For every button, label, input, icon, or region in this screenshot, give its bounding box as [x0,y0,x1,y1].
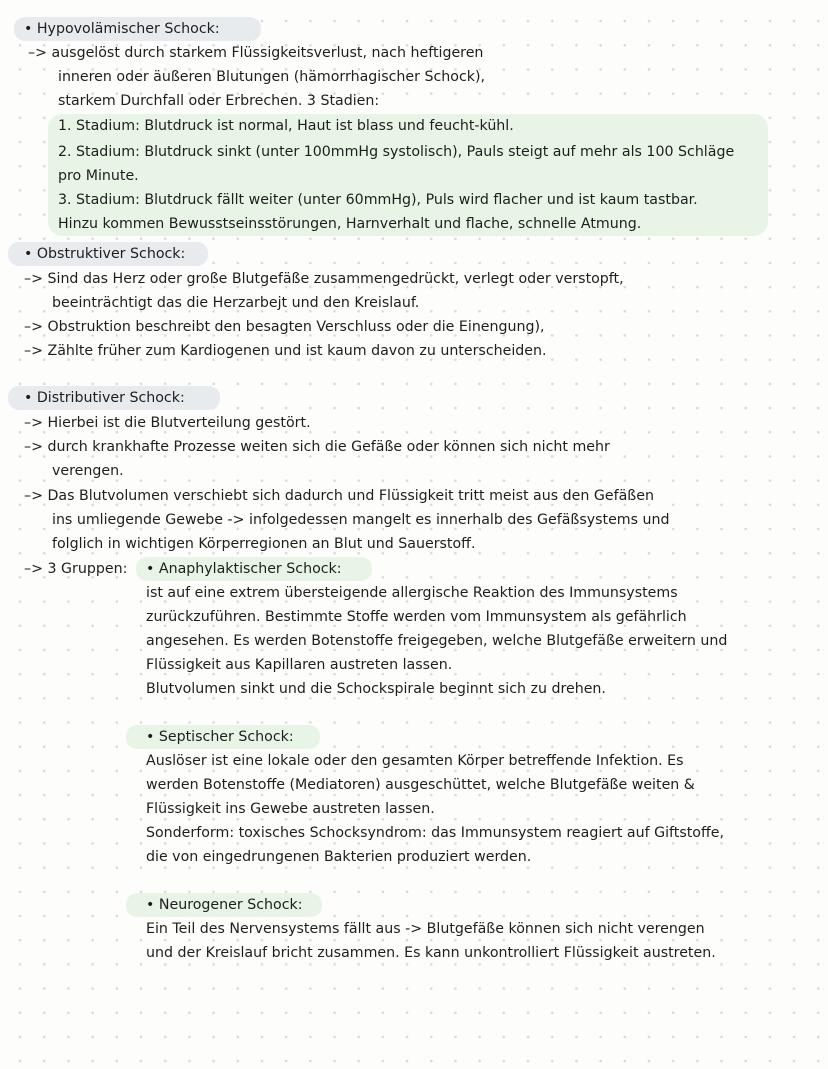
distr-line-5: ins umliegende Gewebe -> infolgedessen mangelt es innerhalb des Gefäßsystems und [52,512,670,528]
hypo-stage-3b: Hinzu kommen Bewusstseinsstörungen, Harnverhalt und flache, schnelle Atmung. [58,216,642,232]
ana-line-3: angesehen. Es werden Botenstoffe freigegeben, welche Blutgefäße erweitern und [146,633,728,649]
sept-line-4: Sonderform: toxisches Schocksyndrom: das Immunsystem reagiert auf Giftstoffe, [146,825,724,841]
obstr-line-4: –> Zählte früher zum Kardiogenen und ist kaum davon zu unterscheiden. [24,343,547,359]
ana-line-5: Blutvolumen sinkt und die Schockspirale beginnt sich zu drehen. [146,681,606,697]
obstr-heading: • Obstruktiver Schock: [24,246,186,262]
obstr-line-3: –> Obstruktion beschreibt den besagten Verschluss oder die Einengung), [24,319,545,335]
neuro-line-1: Ein Teil des Nervensystems fällt aus -> Blutgefäße können sich nicht verengen [146,921,705,937]
hypo-stage-1: 1. Stadium: Blutdruck ist normal, Haut ist blass und feucht-kühl. [58,118,514,134]
distr-line-2: –> durch krankhafte Prozesse weiten sich die Gefäße oder können sich nicht mehr [24,439,610,455]
distr-line-3: verengen. [52,463,124,479]
distr-line-6: folglich in wichtigen Körperregionen an Blut und Sauerstoff. [52,536,476,552]
sept-line-3: Flüssigkeit ins Gewebe austreten lassen. [146,801,435,817]
ana-line-2: zurückzuführen. Bestimmte Stoffe werden vom Immunsystem als gefährlich [146,609,687,625]
ana-heading: • Anaphylaktischer Schock: [146,561,342,577]
hypo-stage-2b: pro Minute. [58,168,139,184]
ana-line-4: Flüssigkeit aus Kapillaren austreten lassen. [146,657,453,673]
ana-line-1: ist auf eine extrem übersteigende allergische Reaktion des Immunsystems [146,585,678,601]
hypo-line-2: inneren oder äußeren Blutungen (hämorrhagischer Schock), [58,69,486,85]
hypo-line-3: starkem Durchfall oder Erbrechen. 3 Stadien: [58,93,380,109]
distr-line-1: –> Hierbei ist die Blutverteilung gestört. [24,415,311,431]
hypo-stage-2a: 2. Stadium: Blutdruck sinkt (unter 100mmHg systolisch), Pauls steigt auf mehr als 100 Schläge [58,144,735,160]
sept-line-1: Auslöser ist eine lokale oder den gesamten Körper betreffende Infektion. Es [146,753,684,769]
hypo-line-1: –> ausgelöst durch starkem Flüssigkeitsverlust, nach heftigeren [28,45,484,61]
neuro-heading: • Neurogener Schock: [146,897,303,913]
distr-line-4: –> Das Blutvolumen verschiebt sich dadurch und Flüssigkeit tritt meist aus den Gefäßen [24,488,654,504]
sept-heading: • Septischer Schock: [146,729,294,745]
hypo-heading: • Hypovolämischer Schock: [24,21,220,37]
distr-groups-label: –> 3 Gruppen: [24,561,128,577]
sept-line-5: die von eingedrungenen Bakterien produziert werden. [146,849,532,865]
hypo-stage-3a: 3. Stadium: Blutdruck fällt weiter (unter 60mmHg), Puls wird flacher und ist kaum tastbar. [58,192,698,208]
distr-heading: • Distributiver Schock: [24,390,185,406]
obstr-line-2: beeinträchtigt das die Herzarbejt und den Kreislauf. [52,295,420,311]
neuro-line-2: und der Kreislauf bricht zusammen. Es kann unkontrolliert Flüssigkeit austreten. [146,945,716,961]
obstr-line-1: –> Sind das Herz oder große Blutgefäße zusammengedrückt, verlegt oder verstopft, [24,271,624,287]
sept-line-2: werden Botenstoffe (Mediatoren) ausgeschüttet, welche Blutgefäße weiten & [146,777,695,793]
